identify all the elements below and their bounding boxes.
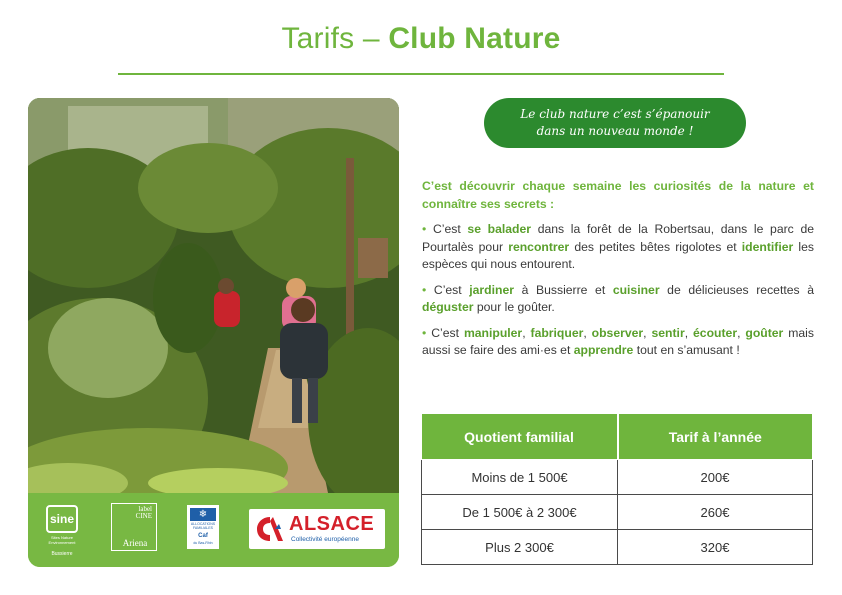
sine-place: Bussierre <box>51 551 73 557</box>
sine-logo <box>46 505 78 557</box>
table-row <box>422 460 813 495</box>
alsace-tagline: Collectivité européenne <box>291 536 359 543</box>
ariena-label-mid: CINE <box>135 512 152 520</box>
quotient-cell: De 1 500€ à 2 300€ <box>422 495 618 530</box>
slogan-line-1: Le club nature c’est s’épanouir <box>520 107 710 121</box>
sine-subtitle: Sites Nature Environnement <box>48 535 76 545</box>
bullet-text: C’est <box>426 282 470 297</box>
keyword: se balader <box>467 222 532 236</box>
keyword: écouter <box>693 325 738 340</box>
keyword: cuisiner <box>612 282 660 297</box>
page-title-prefix: Tarifs – <box>281 22 389 55</box>
page-title <box>0 22 842 56</box>
keyword: déguster <box>422 300 474 314</box>
price-cell: 320€ <box>618 530 813 565</box>
bullet-text: dans la forêt de la Robertsau, dans le parc de Pourtalès pour <box>422 222 814 254</box>
keyword: rencontrer <box>508 239 570 254</box>
bullet-text: mais aussi se faire des ami·es et <box>422 325 814 357</box>
title-divider <box>118 73 724 75</box>
keyword: apprendre <box>573 343 634 357</box>
bullet-text: C’est <box>426 222 468 236</box>
table-row <box>422 530 813 565</box>
caf-line1: ALLOCATIONS <box>190 522 216 526</box>
bullet-text: à Bussierre et <box>513 282 613 297</box>
price-cell: 200€ <box>618 460 813 495</box>
photo-card <box>28 98 399 567</box>
description <box>422 178 814 368</box>
bullet-text: de délicieuses recettes à <box>659 282 814 297</box>
caf-region: du Bas-Rhin <box>193 541 213 545</box>
bullet-text: tout en s’amusant ! <box>633 343 740 357</box>
intro-lead: C’est découvrir chaque semaine les curiosités de la nature et connaître ses secrets : <box>422 179 814 211</box>
bullet-item <box>422 325 814 360</box>
header-tarif: Tarif à l’année <box>618 414 813 460</box>
ariena-logo <box>111 503 157 551</box>
pricing-table <box>421 413 813 565</box>
bullet-text: des petites bêtes rigolotes et <box>569 239 742 254</box>
bullet-text: pour le goûter. <box>473 300 555 314</box>
bullet-text: les espèces qui nous entourent. <box>422 239 815 271</box>
keyword: observer <box>591 325 644 340</box>
bullet-marker: • <box>422 222 427 236</box>
keyword: goûter <box>745 325 784 340</box>
bullet-text: , <box>522 325 531 340</box>
alsace-emblem-icon <box>255 515 285 543</box>
bullet-text: , <box>643 325 652 340</box>
page-title-main: Club Nature <box>388 22 561 55</box>
bullet-text: , <box>583 325 592 340</box>
bullet-marker: • <box>422 325 427 340</box>
caf-tagline <box>187 522 219 530</box>
alsace-logo <box>249 509 385 549</box>
bullet-item <box>422 221 814 274</box>
bullet-marker: • <box>422 282 427 297</box>
bullet-text: C’est <box>426 325 464 340</box>
children-walking-garden-path-photo <box>28 98 399 493</box>
slogan-bubble <box>484 98 746 148</box>
caf-logo <box>187 505 219 549</box>
bullet-item <box>422 282 814 317</box>
quotient-cell: Moins de 1 500€ <box>422 460 618 495</box>
slogan-line-2: dans un nouveau monde ! <box>536 124 694 138</box>
partner-logos <box>28 493 399 567</box>
header-quotient: Quotient familial <box>422 414 618 460</box>
ariena-label-top: label <box>138 505 152 513</box>
bullet-text: , <box>684 325 694 340</box>
alsace-word: ALSACE <box>289 513 375 535</box>
caf-line2: FAMILIALES <box>192 526 214 530</box>
caf-name: Caf <box>198 533 208 539</box>
table-row <box>422 495 813 530</box>
bullet-text: , <box>737 325 746 340</box>
keyword: identifier <box>741 239 794 254</box>
table-header-row <box>422 414 813 460</box>
keyword: fabriquer <box>530 325 584 340</box>
price-cell: 260€ <box>618 495 813 530</box>
keyword: manipuler <box>463 325 523 340</box>
keyword: sentir <box>651 325 685 340</box>
snowflake-icon: ❄ <box>190 508 216 521</box>
ariena-label <box>136 506 152 520</box>
sine-mark: sine <box>46 505 78 533</box>
quotient-cell: Plus 2 300€ <box>422 530 618 565</box>
keyword: jardiner <box>469 282 514 297</box>
ariena-name: Ariena <box>122 538 148 548</box>
